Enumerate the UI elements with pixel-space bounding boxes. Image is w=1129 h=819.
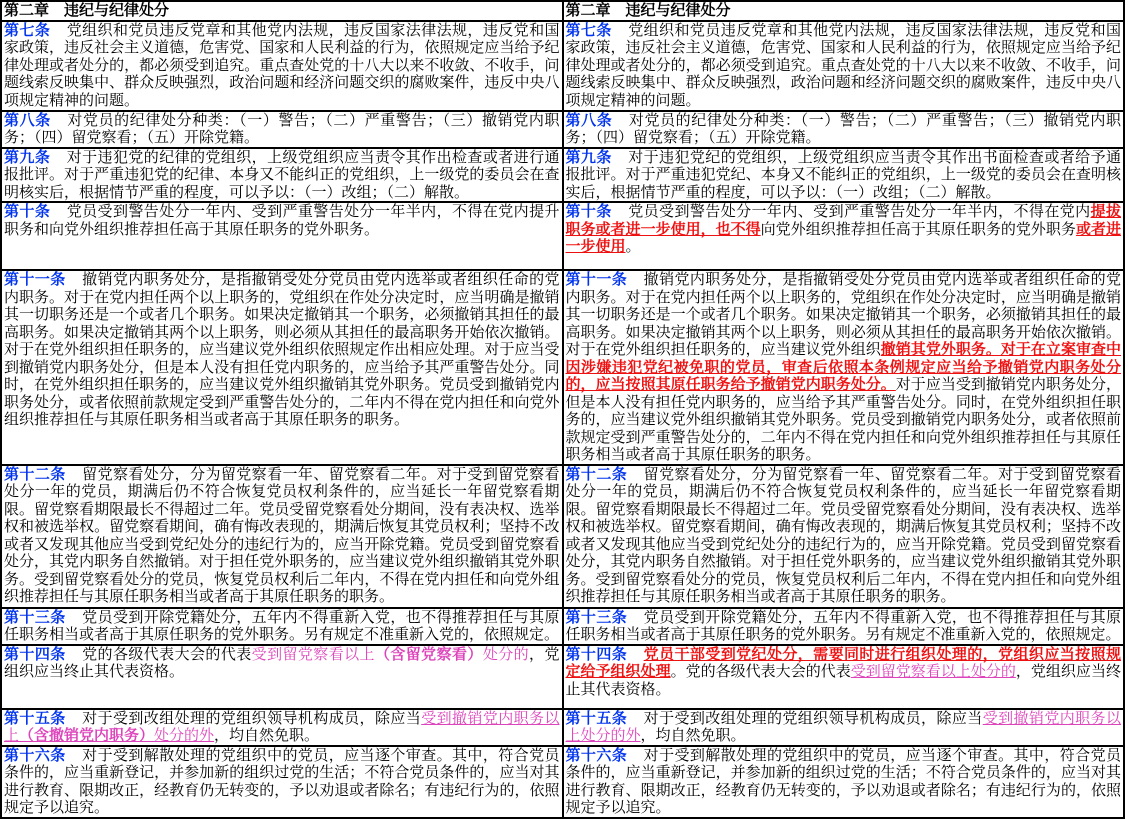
text-segment-n: 对党员的纪律处分种类：（一）警告；（二）严重警告；（三）撤销党内职务；（四）留党察看；（五）开除党籍。 [4,111,560,146]
article-number: 第十四条 [565,645,628,663]
text-segment-n: ，党组织应当终止其代表资格。 [565,663,1121,698]
article-number: 第十六条 [4,746,66,764]
article-row [1,148,1124,203]
text-segment-n: 对于受到解散处理的党组织中的党员，应当逐个审查。其中，符合党员条件的，应当重新登记，并参加新的组织过党的生活；不符合党员条件的，应当对其进行教育、限期改正，经教育仍无转变的，予以劝退或者除名；有违纪行为的，依照规定予以追究。 [565,746,1121,816]
text-segment-n: 对于应当受到撤销党内职务处分，但是本人没有担任党内职务的，应当给予其严重警告处分。同时，在党外组织担任职务的，应当建议党外组织撤销其党外职务。党员受到撤销党内职务处分，或者依照前款规定受到严重警告处分的，二年内不得在党内担任和向党外组织推荐担任与其原任职务相当或者高于其原任职务的职务。 [565,376,1121,463]
text-segment-mb: （含留党察看） [374,645,483,663]
article-cell-right [563,608,1125,645]
text-segment-n: ，均自然免职。 [214,727,320,744]
article-row [1,746,1124,818]
text-segment-mu: 受到撤销党内职务以上 [4,709,560,744]
text-segment-n: ，党组织应当终止其代表资格。 [4,645,560,680]
text-segment-n: 党组织和党员违反党章和其他党内法规，违反国家法律法规，违反党和国家政策，违反社会主义道德，危害党、国家和人民利益的行为，依照规定应当给予纪律处理或者处分的，都必须受到追究。重点查处党的十八大以来不收敛、不收手，问题线索反映集中、群众反映强烈，政治问题和经济问题交织的腐败案件，违反中央八项规定精神的问题。 [4,21,560,109]
article-cell-left [1,465,563,608]
article-number: 第十三条 [565,608,628,626]
article-cell-left [1,270,563,465]
text-segment-n: 对于违犯党纪的党组织，上级党组织应当责令其作出书面检查或者给予通报批评。对于严重违犯党纪、本身又不能纠正的党组织，上一级党的委员会在查明核实后，根据情节严重的程度，可以予以：（一）改组；（二）解散。 [565,148,1121,201]
text-segment-n: 留党察看处分，分为留党察看一年、留党察看二年。对于受到留党察看处分一年的党员，期满后仍不符合恢复党员权利条件的，应当延长一年留党察看期限。留党察看期限最长不得超过二年。党员受留党察看处分期间，没有表决权、选举权和被选举权。留党察看期间，确有悔改表现的，期满后恢复其党员权利；坚持不改或者又发现其他应当受到党纪处分的违纪行为的，应当开除党籍。党员受到留党察看处分，其党内职务自然撤销。对于担任党外职务的，应当建议党外组织撤销其党外职务。受到留党察看处分的党员，恢复党员权利后二年内，不得在党内担任和向党外组织推荐担任与其原任职务相当或者高于其原任职务的职务。 [4,465,560,605]
article-row [1,21,1124,111]
text-segment-n: 撤销党内职务处分，是指撤销受处分党员由党内选举或者组织任命的党内职务。对于在党内担任两个以上职务的，党组织在作处分决定时，应当明确是撤销其一切职务还是一个或者几个职务。如果决定撤销其一个职务，必须撤销其担任的最高职务。如果决定撤销其两个以上职务，则必须从其担任的最高职务开始依次撤销。对于在党外组织担任职务的，应当建议党外组织 [565,271,1121,358]
article-number: 第十三条 [4,608,66,626]
article-number: 第十五条 [565,709,628,727]
article-number: 第十六条 [565,746,628,764]
text-segment-n: 对党员的纪律处分种类：（一）警告；（二）严重警告；（三）撤销党内职务；（四）留党察看；（五）开除党籍。 [565,111,1121,146]
article-cell-right [563,202,1125,270]
article-row [1,465,1124,608]
article-number: 第八条 [565,111,613,129]
article-number: 第九条 [565,148,612,166]
text-segment-n: ，均自然免职。 [640,727,746,744]
article-cell-left [1,608,563,645]
article-cell-right [563,746,1125,818]
article-number: 第十五条 [4,709,66,727]
article-number: 第八条 [4,111,51,129]
text-segment-n: 党的各级代表大会的代表 [82,645,252,663]
article-cell-right [563,465,1125,608]
article-cell-left [1,148,563,203]
text-segment-mu: 受到留党察看以上处分的 [850,663,1016,680]
text-segment-n: 对于受到解散处理的党组织中的党员，应当逐个审查。其中，符合党员条件的，应当重新登记，并参加新的组织过党的生活；不符合党员条件的，应当对其进行教育、限期改正，经教育仍无转变的，予以劝退或者除名；有违纪行为的，依照规定予以追究。 [4,746,560,816]
text-segment-n: 留党察看处分，分为留党察看一年、留党察看二年。对于受到留党察看处分一年的党员，期满后仍不符合恢复党员权利条件的，应当延长一年留党察看期限。留党察看期限最长不得超过二年。党员受留党察看处分期间，没有表决权、选举权和被选举权。留党察看期间，确有悔改表现的，期满后恢复其党员权利；坚持不改或者又发现其他应当受到党纪处分的违纪行为的，应当开除党籍。党员受到留党察看处分，其党内职务自然撤销。对于担任党外职务的，应当建议党外组织撤销其党外职务。受到留党察看处分的党员，恢复党员权利后二年内，不得在党内担任和向党外组织推荐担任与其原任职务相当或者高于其原任职务的职务。 [565,465,1121,605]
article-row [1,111,1124,148]
article-row [1,270,1124,465]
text-segment-r: 撤销其党外职务。对于在立案审查中因涉嫌违犯党纪被免职的党员，审查后依照本条例规定应当给予撤销党内职务处分的，应当按照其原任职务给予撤销党内职务处分。 [565,341,1121,393]
article-cell-right [563,645,1125,709]
text-segment-r: 提拔职务或者进一步使用，也不得 [565,203,1121,238]
article-cell-right [563,111,1125,148]
text-segment-m: 受到留党察看以上 [251,645,375,663]
article-number: 第十条 [4,203,51,220]
text-segment-mbu: （含撤销党内职务） [19,727,155,744]
text-segment-n: 党组织和党员违反党章和其他党内法规，违反国家法律法规，违反党和国家政策，违反社会主义道德，危害党、国家和人民利益的行为，依照规定应当给予纪律处理或者处分的，都必须受到追究。重点查处党的十八大以来不收敛、不收手，问题线索反映集中、群众反映强烈，政治问题和经济问题交织的腐败案件，违反中央八项规定精神的问题。 [565,21,1121,109]
article-row [1,202,1124,270]
text-segment-n: 对于违犯党的纪律的党组织，上级党组织应当责令其作出检查或者进行通报批评。对于严重违犯党的纪律、本身又不能纠正的党组织，上一级党的委员会在查明核实后，根据情节严重的程度，可以予以：（一）改组；（二）解散。 [4,148,560,201]
text-segment-r: 党员干部受到党纪处分，需要同时进行组织处理的，党组织应当按照规定给予组织处理 [565,645,1121,680]
text-segment-n: 。 [625,238,641,255]
text-segment-n: 。党的各级代表大会的代表 [670,663,851,680]
text-segment-n: 党员受到开除党籍处分，五年内不得重新入党，也不得推荐担任与其原任职务相当或者高于其原任职务的党外职务。另有规定不准重新入党的，依照规定。 [565,608,1121,643]
article-row [1,709,1124,746]
text-segment-n: 撤销党内职务处分，是指撤销受处分党员由党内选举或者组织任命的党内职务。对于在党内担任两个以上职务的，党组织在作处分决定时，应当明确是撤销其一切职务还是一个或者几个职务。如果决定撤销其一个职务，必须撤销其担任的最高职务。如果决定撤销其两个以上职务，则必须从其担任的最高职务开始依次撤销。对于在党外组织担任职务的，应当建议党外组织依照规定作出相应处理。对于应当受到撤销党内职务处分，但是本人没有担任党内职务的，应当给予其严重警告处分。同时，在党外组织担任职务的，应当建议党外组织撤销其党外职务。党员受到撤销党内职务处分，或者依照前款规定受到严重警告处分的，二年内不得在党内担任和向党外组织推荐担任与其原任职务相当或者高于其原任职务的职务。 [4,271,560,428]
chapter-title-right: 第二章 违纪与纪律处分 [563,1,1125,21]
text-segment-mu: 受到撤销党内职务以上处分的外 [565,709,1121,744]
article-cell-left [1,202,563,270]
text-segment-n: 党员受到警告处分一年内、受到严重警告处分一年半内，不得在党内提升职务和向党外组织推荐担任高于其原任职务的党外职务。 [4,203,560,238]
article-number: 第十一条 [4,271,66,288]
article-number: 第十四条 [4,645,66,663]
article-number: 第十条 [565,203,612,220]
article-cell-left [1,645,563,709]
article-cell-left [1,709,563,746]
article-number: 第十二条 [565,465,628,483]
text-segment-n: 党员受到开除党籍处分，五年内不得重新入党，也不得推荐担任与其原任职务相当或者高于其原任职务的党外职务。另有规定不准重新入党的，依照规定。 [4,608,560,643]
text-segment-n: 对于受到改组处理的党组织领导机构成员，除应当 [82,709,422,727]
text-segment-n: 党员受到警告处分一年内、受到严重警告处分一年半内，不得在党内 [628,203,1091,220]
article-cell-right [563,270,1125,465]
text-segment-n: 向党外组织推荐担任高于其原任职务的党外职务 [760,220,1076,238]
text-segment-m: 处分的 [482,645,530,663]
article-cell-right [563,21,1125,111]
chapter-header-row [1,1,1124,21]
article-cell-right [563,709,1125,746]
article-number: 第七条 [4,21,51,39]
article-cell-left [1,111,563,148]
article-cell-right [563,148,1125,203]
article-row [1,645,1124,709]
article-cell-left [1,746,563,818]
article-number: 第十二条 [4,465,66,483]
article-cell-left [1,21,563,111]
text-segment-n: 对于受到改组处理的党组织领导机构成员，除应当 [643,709,983,727]
text-segment-r: 或者进一步使用 [565,220,1121,255]
article-number: 第九条 [4,148,51,166]
chapter-title-left: 第二章 违纪与纪律处分 [1,1,563,21]
article-number: 第十一条 [565,271,628,288]
article-row [1,608,1124,645]
article-number: 第七条 [565,21,612,39]
text-segment-mu: 处分的外 [154,727,215,744]
